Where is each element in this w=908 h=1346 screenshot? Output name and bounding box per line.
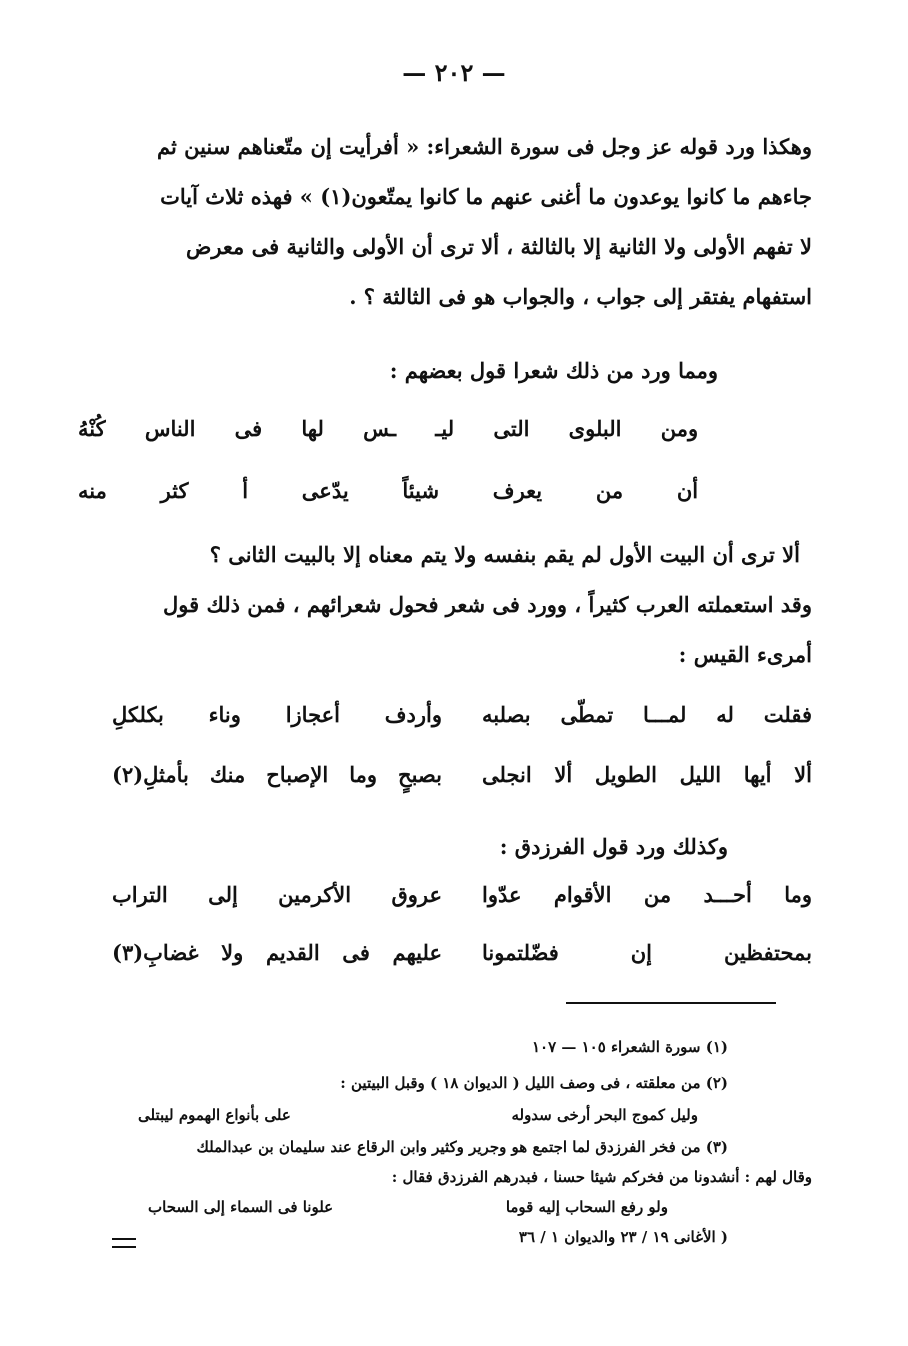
poem3-verse-1 bbox=[112, 882, 812, 907]
footnote-3: (٣) من فخر الفرزدق لما اجتمع هو وجرير وكثير وابن الرقاع عند سليمان بن عبدالملك bbox=[196, 1138, 728, 1156]
paragraph-line: وهكذا ورد قوله عز وجل فى سورة الشعراء: « أفرأيت إن متّعناهم سنين ثم bbox=[156, 134, 812, 159]
poem1-intro: ومما ورد من ذلك شعرا قول بعضهم : bbox=[389, 358, 718, 383]
footnote-3-source: ( الأغانى ١٩ / ٢٣ والديوان ١ / ٣٦ bbox=[518, 1228, 728, 1246]
paragraph-line: استفهام يفتقر إلى جواب ، والجواب هو فى الثالثة ؟ . bbox=[349, 284, 812, 309]
page-number: — ٢٠٢ — bbox=[402, 58, 506, 87]
poem3-intro: وكذلك ورد قول الفرزدق : bbox=[499, 834, 728, 859]
footnote-2: (٢) من معلقته ، فى وصف الليل ( الديوان ١٨ ) وقبل البيتين : bbox=[340, 1074, 728, 1092]
hemistich: فقلت له لمـــا تمطّى بصلبه bbox=[482, 702, 812, 727]
footnote-3-continued: وقال لهم : أنشدونا من فخركم شيئا حسنا ، فبدرهم الفرزدق فقال : bbox=[391, 1168, 812, 1186]
footnote-3-verse bbox=[148, 1198, 668, 1216]
hemistich: وأردف أعجازا وناء بكلكلِ bbox=[112, 702, 442, 727]
poem1-verse-1: ومن البلوى التى ليـ ـس لها فى الناس كُنْهُ bbox=[78, 416, 699, 441]
footnote-divider bbox=[566, 1002, 776, 1004]
poem1-verse-2: أن من يعرف شيئاً يدّعى أ كثر منه bbox=[78, 478, 699, 503]
hemistich: وما أحـــد من الأقوام عدّوا bbox=[482, 882, 812, 907]
poem3-verse-2 bbox=[112, 940, 812, 965]
end-mark bbox=[112, 1238, 136, 1248]
hemistich: علونا فى السماء إلى السحاب bbox=[148, 1198, 334, 1216]
hemistich: بصبحٍ وما الإصباح منك بأمثلِ(٢) bbox=[112, 762, 442, 787]
hemistich: بمحتفظين إن فضّلتمونا bbox=[482, 940, 812, 965]
paragraph-2 bbox=[112, 530, 812, 680]
paragraph-line: ألا ترى أن البيت الأول لم يقم بنفسه ولا يتم معناه إلا بالبيت الثانى ؟ bbox=[209, 542, 800, 567]
paragraph-line: وقد استعملته العرب كثيراً ، وورد فى شعر فحول شعرائهم ، فمن ذلك قول bbox=[163, 592, 812, 617]
footnote-2-verse bbox=[138, 1106, 698, 1124]
poem2-verse-1 bbox=[112, 702, 812, 727]
poem2-verse-2 bbox=[112, 762, 812, 787]
paragraph-line: أمرىء القيس : bbox=[678, 642, 812, 667]
hemistich: ولو رفع السحاب إليه قوما bbox=[505, 1198, 668, 1216]
hemistich: ألا أيها الليل الطويل ألا انجلى bbox=[482, 762, 812, 787]
paragraph-line: لا تفهم الأولى ولا الثانية إلا بالثالثة ، ألا ترى أن الأولى والثانية فى معرض bbox=[185, 234, 812, 259]
paragraph-1 bbox=[112, 122, 812, 322]
hemistich: عروق الأكرمين إلى التراب bbox=[112, 882, 442, 907]
paragraph-line: جاءهم ما كانوا يوعدون ما أغنى عنهم ما كانوا يمتّعون(١) » فهذه ثلاث آيات bbox=[160, 184, 812, 209]
footnote-1: (١) سورة الشعراء ١٠٥ — ١٠٧ bbox=[531, 1038, 728, 1056]
hemistich: عليهم فى القديم ولا غضابِ(٣) bbox=[112, 940, 442, 965]
hemistich: على بأنواع الهموم ليبتلى bbox=[138, 1106, 291, 1124]
hemistich: وليل كموج البحر أرخى سدوله bbox=[511, 1106, 698, 1124]
